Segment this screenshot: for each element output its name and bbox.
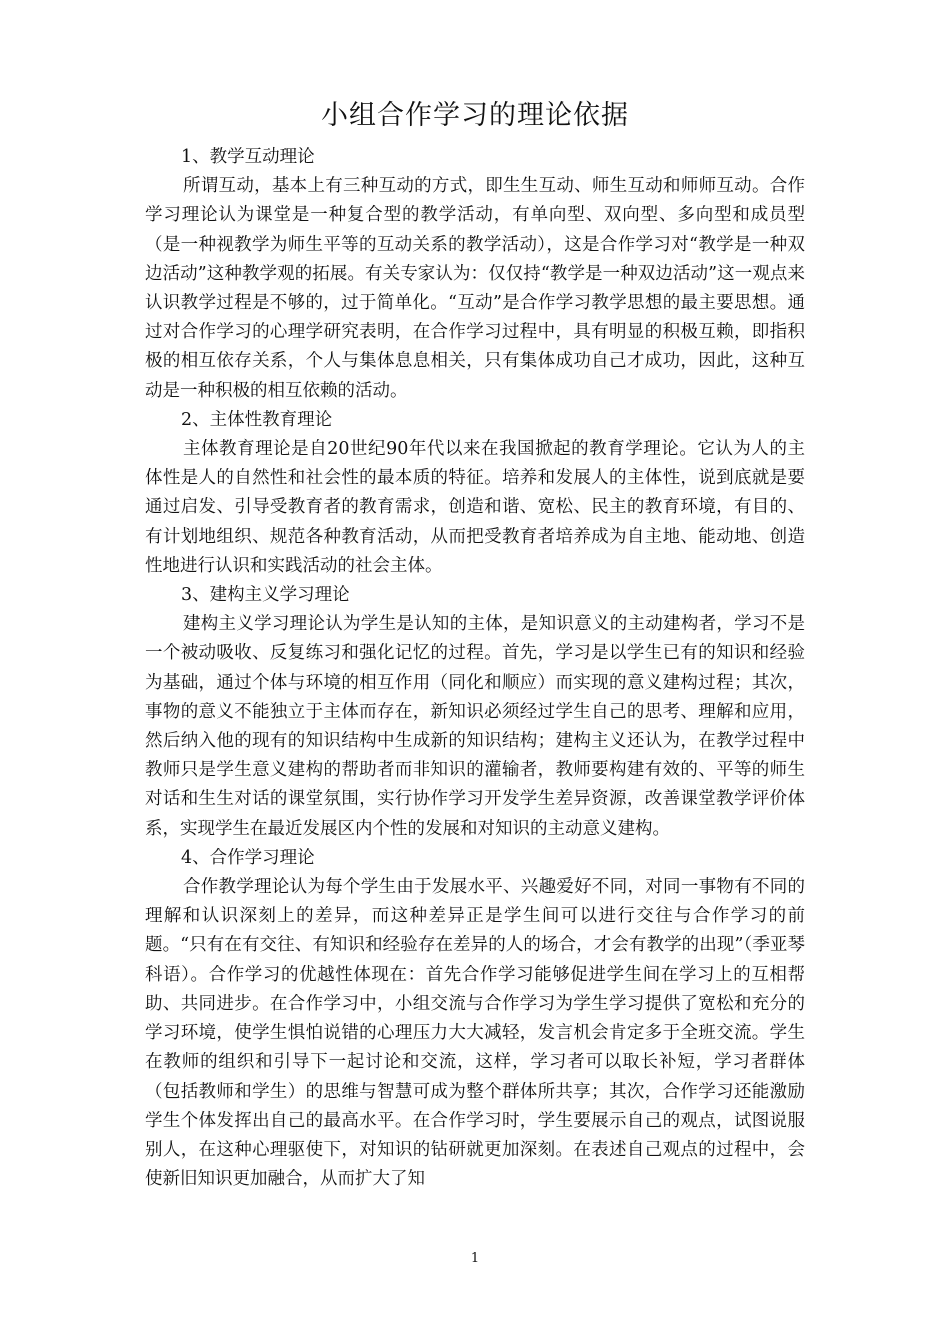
- section-heading: 1、教学互动理论: [181, 147, 315, 167]
- section-cooperative-learning: [145, 844, 805, 1194]
- section-paragraph: 主体教育理论是自20世纪90年代以来在我国掀起的教育学理论。它认为人的主体性是人的自然性和社会性的最本质的特征。培养和发展人的主体性，说到底就是要通过启发、引导受教育者的教育需求，创造和谐、宽松、民主的教育环境，有目的、有计划地组织、规范各种教育活动，从而把受教育者培养成为自主地、能动地、创造性地进行认识和实践活动的社会主体。: [145, 439, 805, 576]
- section-constructivism: [145, 581, 805, 844]
- section-heading: 3、建构主义学习理论: [181, 585, 350, 606]
- page-number: 1: [470, 1251, 480, 1266]
- section-subjectivity-education: [145, 406, 805, 581]
- document-body: [145, 143, 805, 1194]
- section-paragraph: 合作教学理论认为每个学生由于发展水平、兴趣爱好不同，对同一事物有不同的理解和认识深刻上的差异，而这种差异正是学生间可以进行交往与合作学习的前题。“只有在有交往、有知识和经验存在差异的人的场合，才会有教学的出现”（季亚琴科语）。合作学习的优越性体现在：首先合作学习能够促进学生间在学习上的互相帮助、共同进步。在合作学习中，小组交流与合作学习为学生学习提供了宽松和充分的学习环境，使学生惧怕说错的心理压力大大减轻，发言机会肯定多于全班交流。学生在教师的组织和引导下一起讨论和交流，这样，学习者可以取长补短，学习者群体（包括教师和学生）的思维与智慧可成为整个群体所共享；其次，合作学习还能激励学生个体发挥出自己的最高水平。在合作学习时，学生要展示自己的观点，试图说服别人，在这种心理驱使下，对知识的钻研就更加深刻。在表述自己观点的过程中，会使新旧知识更加融合，从而扩大了知: [145, 877, 805, 1190]
- section-heading: 4、合作学习理论: [181, 847, 315, 868]
- section-paragraph: 所谓互动，基本上有三种互动的方式，即生生互动、师生互动和师师互动。合作学习理论认为课堂是一种复合型的教学活动，有单向型、双向型、多向型和成员型（是一种视教学为师生平等的互动关系的教学活动），这是合作学习对“教学是一种双边活动”这种教学观的拓展。有关专家认为：仅仅持“教学是一种双边活动”这一观点来认识教学过程是不够的，过于简单化。“互动”是合作学习教学思想的最主要思想。通过对合作学习的心理学研究表明，在合作学习过程中，具有明显的积极互赖，即指积极的相互依存关系，个人与集体息息相关，只有集体成功自己才成功，因此，这种互动是一种积极的相互依赖的活动。: [145, 176, 805, 401]
- section-paragraph: 建构主义学习理论认为学生是认知的主体，是知识意义的主动建构者，学习不是一个被动吸收、反复练习和强化记忆的过程。首先，学习是以学生已有的知识和经验为基础，通过个体与环境的相互作用（同化和顺应）而实现的意义建构过程；其次，事物的意义不能独立于主体而存在，新知识必须经过学生自己的思考、理解和应用，然后纳入他的现有的知识结构中生成新的知识结构；建构主义还认为，在教学过程中教师只是学生意义建构的帮助者而非知识的灌输者，教师要构建有效的、平等的师生对话和生生对话的课堂氛围，实行协作学习开发学生差异资源，改善课堂教学评价体系，实现学生在最近发展区内个性的发展和对知识的主动意义建构。: [145, 614, 805, 839]
- document-title: 小组合作学习的理论依据: [321, 100, 629, 131]
- section-teaching-interaction: [145, 143, 805, 406]
- section-heading: 2、主体性教育理论: [181, 409, 333, 430]
